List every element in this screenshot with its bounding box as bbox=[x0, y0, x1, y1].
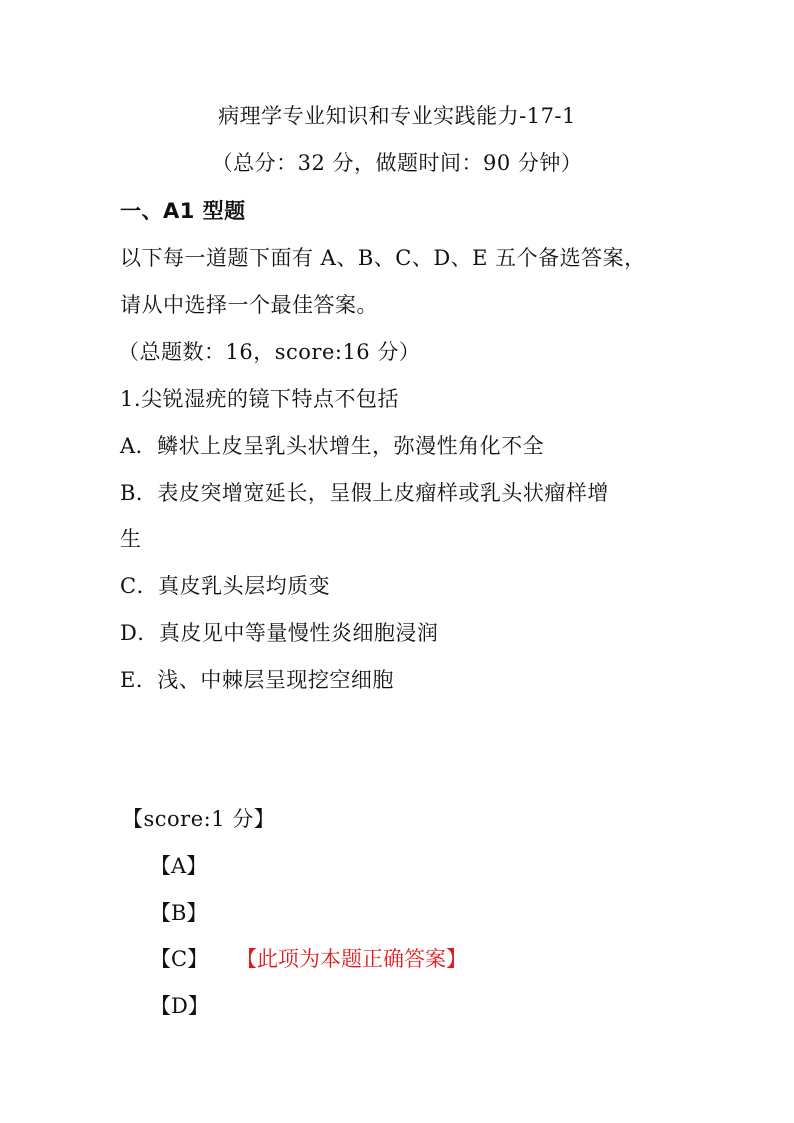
option-e: E．浅、中棘层呈现挖空细胞 bbox=[120, 668, 394, 692]
option-b-line1: B．表皮突增宽延长，呈假上皮瘤样或乳头状瘤样增 bbox=[120, 481, 609, 505]
question-stem: 1.尖锐湿疣的镜下特点不包括 bbox=[120, 387, 400, 411]
choice-d: 【D】 bbox=[150, 994, 209, 1018]
choice-c: 【C】 bbox=[150, 947, 209, 971]
document-subtitle: （总分：32 分，做题时间：90 分钟） bbox=[211, 151, 583, 175]
option-a: A．鳞状上皮呈乳头状增生，弥漫性角化不全 bbox=[120, 434, 545, 458]
section-count: （总题数：16，score:16 分） bbox=[118, 340, 421, 364]
section-instruction-line2: 请从中选择一个最佳答案。 bbox=[120, 293, 378, 317]
option-b-line2: 生 bbox=[120, 527, 142, 551]
choice-b: 【B】 bbox=[150, 901, 208, 925]
choice-a: 【A】 bbox=[150, 854, 208, 878]
option-c: C．真皮乳头层均质变 bbox=[120, 574, 331, 598]
option-d: D．真皮见中等量慢性炎细胞浸润 bbox=[120, 621, 439, 645]
document-title: 病理学专业知识和专业实践能力-17-1 bbox=[218, 104, 576, 128]
section-instruction-line1: 以下每一道题下面有 A、B、C、D、E 五个备选答案， bbox=[120, 246, 646, 270]
correct-answer-note: 【此项为本题正确答案】 bbox=[236, 947, 467, 971]
question-score: 【score:1 分】 bbox=[122, 807, 276, 831]
section-heading: 一、A1 型题 bbox=[120, 199, 246, 223]
